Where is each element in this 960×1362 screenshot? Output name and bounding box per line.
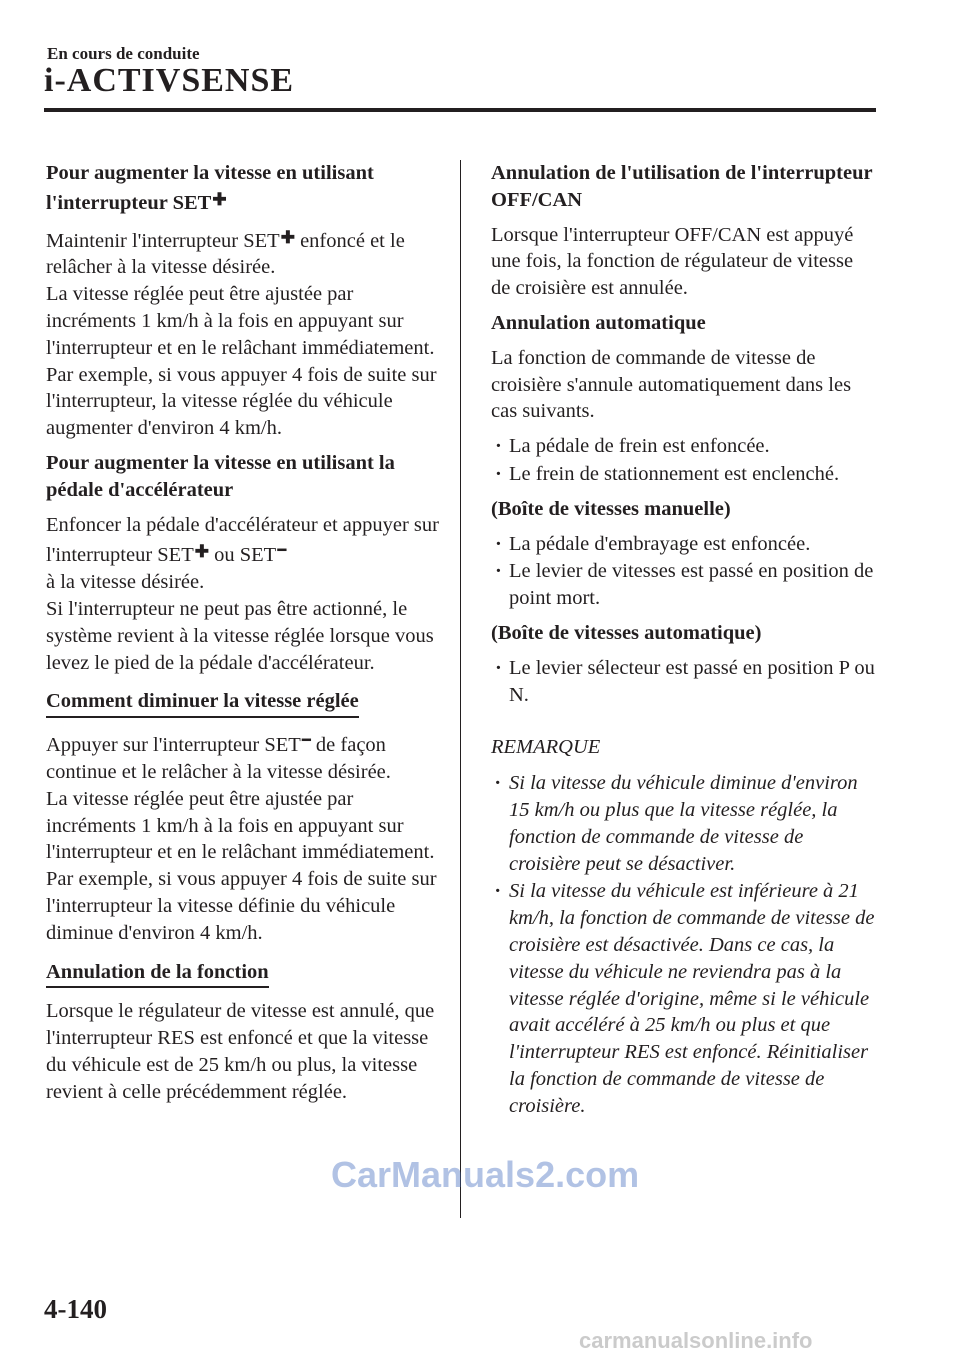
list-item-text: Le levier sélecteur est passé en position P ou N. <box>509 656 875 706</box>
bullet-icon: · <box>495 435 502 458</box>
paragraph-off-can: Lorsque l'interrupteur OFF/CAN est appuyé une fois, la fonction de régulateur de vitesse de croisière est annulée. <box>491 223 854 300</box>
heading-automatic-gearbox: (Boîte de vitesses automatique) <box>491 621 762 644</box>
bullet-icon: · <box>495 656 502 679</box>
bullet-list <box>491 531 876 612</box>
bullet-icon: · <box>495 772 501 795</box>
heading-decrease-speed: Comment diminuer la vitesse réglée <box>46 688 359 718</box>
paragraph-text: enfoncé et le relâcher à la vitesse désirée. <box>46 229 405 279</box>
paragraph-hold-set <box>46 225 446 442</box>
paragraph-text: ou SET <box>208 544 277 567</box>
column-divider <box>460 160 461 1218</box>
note-text: Si la vitesse du véhicule est inférieure à 21 km/h, la fonction de commande de vitesse de croisière est désactivée. Dans ce cas, la vitesse du véhicule ne reviendra pas à la vitesse réglée d'origine, même si le véhicule avait accéléré à 25 km/h ou plus et que l'interrupteur RES est enfoncé. Réinitialiser la fonction de commande de vitesse de croisière. <box>509 880 875 1117</box>
bullet-list <box>491 655 876 709</box>
list-item-text: La pédale de frein est enfoncée. <box>509 435 770 458</box>
heading-increase-pedal: Pour augmenter la vitesse en utilisant la pédale d'accélérateur <box>46 451 395 501</box>
bullet-icon: · <box>495 462 502 485</box>
minus-icon <box>301 734 311 756</box>
paragraph-pedal <box>46 512 446 677</box>
paragraph-text: Appuyer sur l'interrupteur SET <box>46 734 301 757</box>
note-item <box>491 878 876 1119</box>
bullet-icon: · <box>495 880 501 903</box>
watermark-carmanualsonline: carmanualsonline.info <box>579 1328 813 1353</box>
heading-cancel-off-can: Annulation de l'utilisation de l'interrupteur OFF/CAN <box>491 162 873 211</box>
paragraph-text: de façon continue et le relâcher à la vitesse désirée. <box>46 734 391 783</box>
right-column <box>491 160 876 1128</box>
paragraph-cancel: Lorsque le régulateur de vitesse est annulé, que l'interrupteur RES est enfoncé et que la vitesse du véhicule est de 25 km/h ou plus, la vitesse revient à celle précédemment réglée. <box>46 1000 435 1103</box>
paragraph-text: à la vitesse désirée. <box>46 571 205 594</box>
bullet-icon: · <box>495 560 502 583</box>
heading-text: Pour augmenter la vitesse en utilisant l'interrupteur SET <box>46 162 374 214</box>
plus-icon <box>280 230 295 252</box>
list-item <box>491 433 876 460</box>
heading-increase-set-plus <box>46 160 446 217</box>
list-item <box>491 558 876 612</box>
page-number: 4-140 <box>44 1294 107 1324</box>
section-label: En cours de conduite <box>47 44 200 63</box>
list-item <box>491 531 876 558</box>
list-item <box>491 655 876 709</box>
list-item-text: Le frein de stationnement est enclenché. <box>509 462 840 485</box>
minus-icon <box>276 544 286 566</box>
paragraph-text: Si l'interrupteur ne peut pas être actionné, le système revient à la vitesse réglée lorsque vous levez le pied de la pédale d'accélérateur. <box>46 597 434 674</box>
note-list <box>491 770 876 1119</box>
header-rule <box>44 108 876 112</box>
left-column <box>46 160 446 1114</box>
plus-icon <box>194 544 209 566</box>
paragraph-decrease <box>46 728 446 946</box>
heading-cancel-function: Annulation de la fonction <box>46 959 269 989</box>
chapter-title: i-ACTIVSENSE <box>44 62 295 99</box>
list-item <box>491 461 876 488</box>
list-item-text: Le levier de vitesses est passé en position de point mort. <box>509 560 874 610</box>
paragraph-text: La vitesse réglée peut être ajustée par incréments 1 km/h à la fois en appuyant sur l'interrupteur et en le relâchant immédiatement. Par exemple, si vous appuyer 4 fois de suite sur l'interrupteur, la vitesse réglée du véhicule augmenter d'environ 4 km/h. <box>46 283 437 440</box>
list-item-text: La pédale d'embrayage est enfoncée. <box>509 532 811 555</box>
bullet-icon: · <box>495 532 502 555</box>
watermark-carmanuals2: CarManuals2.com <box>331 1154 640 1195</box>
heading-manual-gearbox: (Boîte de vitesses manuelle) <box>491 497 731 520</box>
bullet-list <box>491 433 876 488</box>
note-text: Si la vitesse du véhicule diminue d'environ 15 km/h ou plus que la vitesse réglée, la fonction de commande de vitesse de croisière peut se désactiver. <box>509 772 858 875</box>
paragraph-text: La vitesse réglée peut être ajustée par incréments 1 km/h à la fois en appuyant sur l'interrupteur et en le relâchant immédiatement. Par exemple, si vous appuyer 4 fois de suite sur l'interrupteur la vitesse définie du véhicule diminue d'environ 4 km/h. <box>46 787 437 944</box>
heading-auto-cancel: Annulation automatique <box>491 311 706 334</box>
paragraph-text: Enfoncer la pédale d'accélérateur et appuyer sur l'interrupteur SET <box>46 513 439 567</box>
paragraph-text: Maintenir l'interrupteur SET <box>46 229 280 252</box>
note-item <box>491 770 876 877</box>
paragraph-auto-cancel: La fonction de commande de vitesse de croisière s'annule automatiquement dans les cas suivants. <box>491 346 852 423</box>
note-title: REMARQUE <box>491 736 601 759</box>
plus-icon <box>211 192 226 214</box>
